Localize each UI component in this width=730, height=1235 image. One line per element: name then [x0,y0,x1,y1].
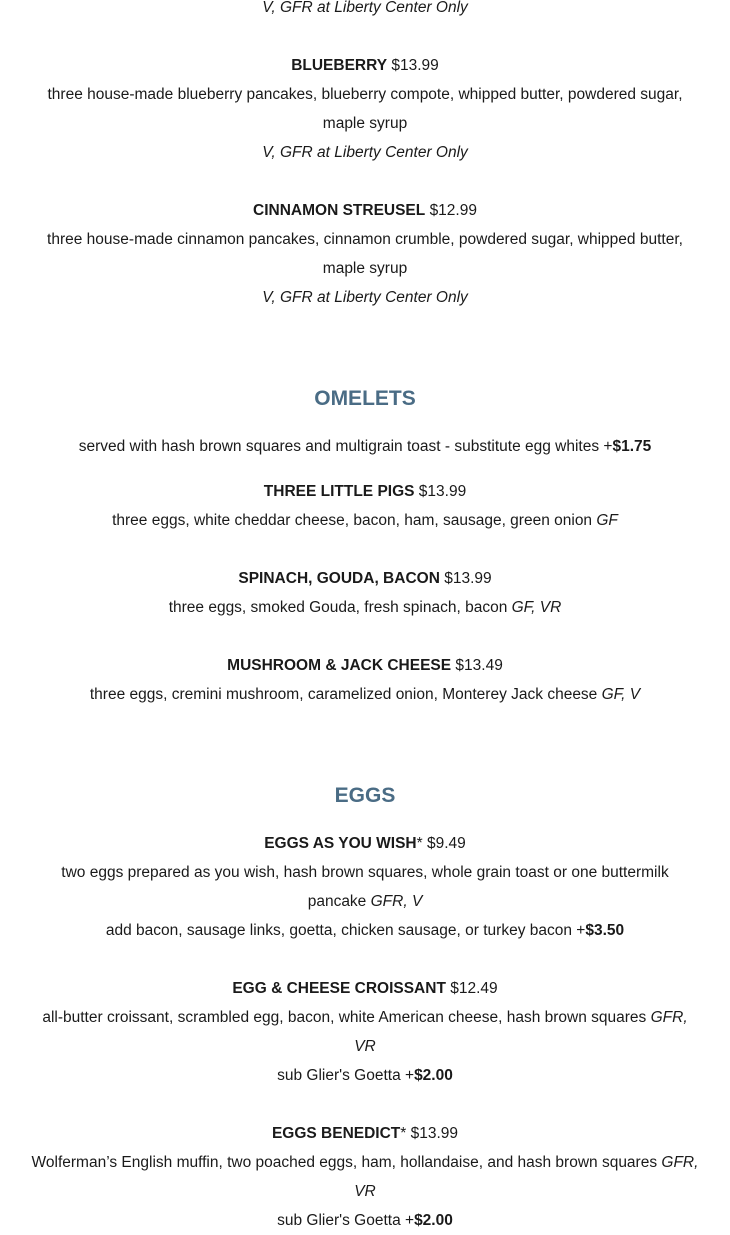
item-desc-text: three eggs, smoked Gouda, fresh spinach, bacon [168,599,508,616]
addon-text: add bacon, sausage links, goetta, chicken sausage, or turkey bacon + [105,922,586,939]
menu-item-blueberry [30,51,700,167]
item-price: $13.99 [418,483,467,500]
item-name: MUSHROOM & JACK CHEESE [227,657,452,674]
item-desc-text: all-butter croissant, scrambled egg, bacon, white American cheese, hash brown squares [42,1009,647,1026]
item-price: $13.99 [391,57,439,74]
item-desc-text: three eggs, white cheddar cheese, bacon, ham, sausage, green onion [112,512,593,529]
item-description [30,593,700,622]
menu-page [30,0,700,1235]
addon-price: $3.50 [585,922,625,939]
item-heading [30,1119,700,1148]
diet-tags: V, GFR at Liberty Center Only [262,0,468,16]
section-subtitle [30,432,700,461]
addon-text: sub Glier's Goetta + [277,1067,415,1084]
addon-price: $2.00 [414,1067,453,1084]
item-desc-text: three eggs, cremini mushroom, caramelized onion, Monterey Jack cheese [89,686,598,703]
item-heading [30,477,700,506]
menu-item-three-little-pigs [30,477,700,535]
item-name: THREE LITTLE PIGS [263,483,415,500]
menu-item-cinnamon-streusel [30,196,700,312]
subtitle-price: $1.75 [612,438,652,455]
menu-item-spinach-gouda-bacon [30,564,700,622]
item-heading [30,564,700,593]
item-price: $12.99 [429,202,477,219]
item-heading [30,651,700,680]
item-name: EGG & CHEESE CROISSANT [232,980,446,997]
item-name: EGGS AS YOU WISH [264,835,417,852]
item-name: EGGS BENEDICT [271,1125,401,1142]
item-addon [30,1206,700,1235]
menu-item-egg-cheese-croissant [30,974,700,1090]
menu-item-eggs-as-you-wish [30,829,700,945]
item-name: CINNAMON STREUSEL [253,202,426,219]
item-name: BLUEBERRY [291,57,388,74]
subtitle-text: served with hash brown squares and multigrain toast - substitute egg whites + [78,438,613,455]
menu-item-eggs-benedict [30,1119,700,1235]
item-addon [30,916,700,945]
diet-tags: GFR, V [370,893,423,910]
item-heading [30,196,700,225]
item-price: $13.49 [455,657,503,674]
item-heading [30,829,700,858]
item-star: * [400,1125,407,1142]
item-description [30,680,700,709]
item-price: $12.49 [450,980,498,997]
item-description [30,858,700,916]
addon-price: $2.00 [414,1212,453,1229]
section-title-eggs: EGGS [334,784,396,807]
item-desc-text: two eggs prepared as you wish, hash brown squares, whole grain toast or one buttermilk pancake [61,864,669,910]
diet-tags: V, GFR at Liberty Center Only [262,289,468,306]
item-description: three house-made cinnamon pancakes, cinnamon crumble, powdered sugar, whipped butter, maple syrup [47,231,683,277]
item-price: $13.99 [444,570,492,587]
item-heading [30,51,700,80]
item-addon [30,1061,700,1090]
item-heading [30,974,700,1003]
diet-tags: GF, VR [511,599,562,616]
menu-item-mushroom-jack-cheese [30,651,700,709]
diet-tags: GFR, VR [354,1154,699,1200]
item-star: * [416,835,423,852]
item-description [30,1003,700,1061]
section-title-omelets: OMELETS [314,387,416,410]
item-description: three house-made blueberry pancakes, blueberry compote, whipped butter, powdered sugar, maple syrup [47,86,683,132]
item-name: SPINACH, GOUDA, BACON [238,570,440,587]
menu-item-diet-prev [30,0,700,22]
item-desc-text: Wolferman’s English muffin, two poached eggs, ham, hollandaise, and hash brown squares [31,1154,658,1171]
diet-tags: GF [596,512,618,529]
diet-tags: GF, V [601,686,641,703]
diet-tags: GFR, VR [354,1009,688,1055]
item-description [30,506,700,535]
item-price: $9.49 [427,835,466,852]
diet-tags: V, GFR at Liberty Center Only [262,144,468,161]
item-price: $13.99 [410,1125,459,1142]
item-description [30,1148,700,1206]
addon-text: sub Glier's Goetta + [277,1212,415,1229]
